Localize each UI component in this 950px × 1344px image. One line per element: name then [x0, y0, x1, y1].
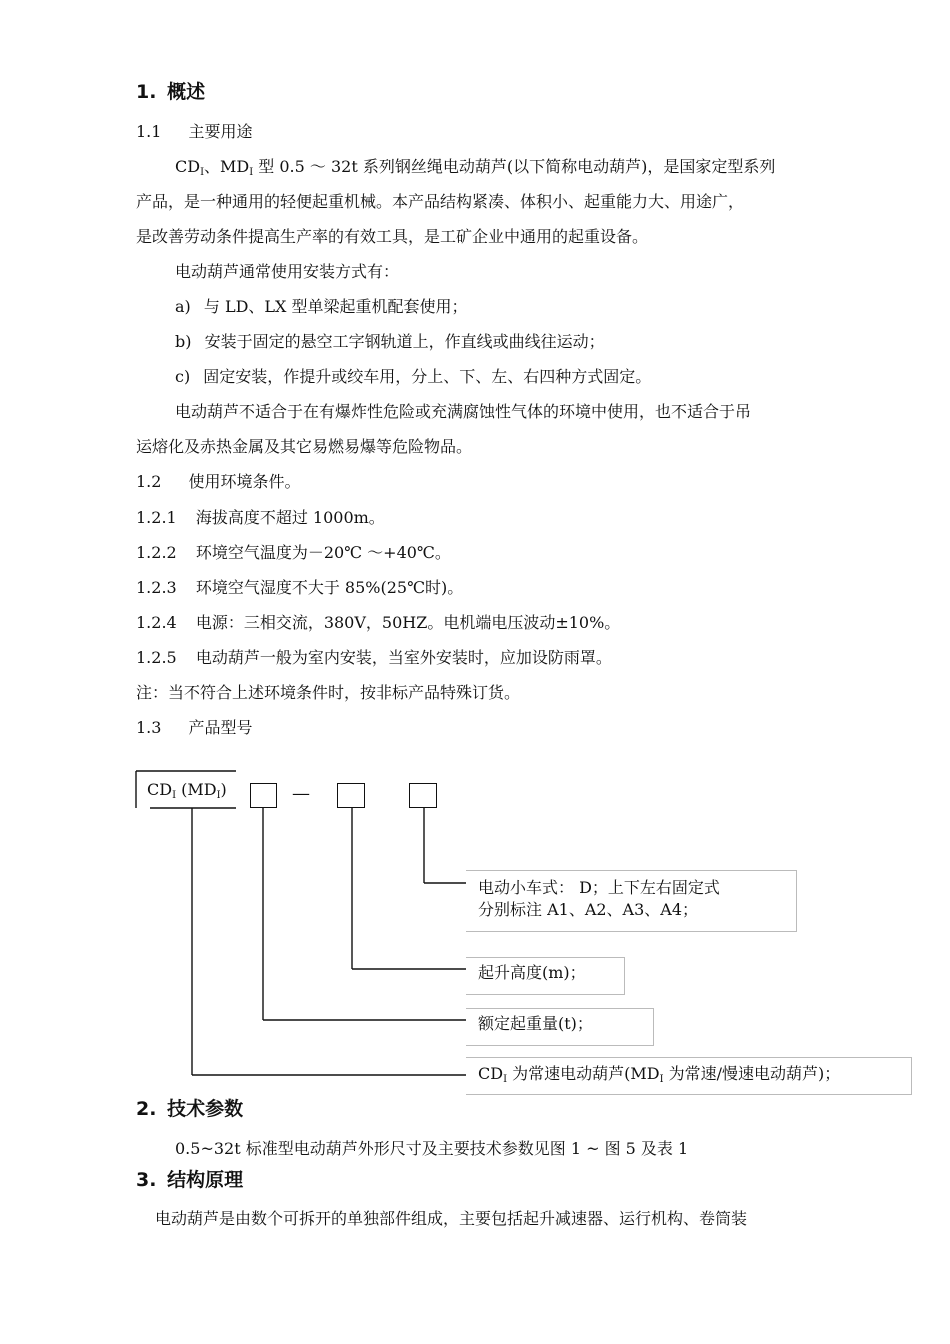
text: CD	[478, 1064, 504, 1083]
text: 、MD	[204, 157, 250, 176]
subscript: I	[249, 167, 254, 178]
note: 注：当不符合上述环境条件时，按非标产品特殊订货。	[136, 683, 521, 702]
paragraph-3-line-1: 电动葫芦不适合于在有爆炸性危险或充满腐蚀性气体的环境中使用，也不适合于吊	[175, 402, 752, 421]
subsection-number: 1.1	[136, 122, 162, 141]
condition-text: 电动葫芦一般为室内安装，当室外安装时，应加设防雨罩。	[195, 648, 612, 667]
condition-number: 1.2.3	[136, 578, 177, 597]
trolley-box	[409, 783, 437, 808]
subscript: I	[216, 790, 221, 801]
section-title: 概述	[167, 81, 206, 103]
condition-text: 电源：三相交流，380V，50HZ。电机端电压波动±10%。	[195, 613, 621, 632]
capacity-box	[250, 783, 277, 808]
section-2-text: 0.5~32t 标准型电动葫芦外形尺寸及主要技术参数见图 1 ~ 图 5 及表 1	[175, 1139, 689, 1158]
section-number: 2.	[136, 1098, 157, 1120]
label-type	[466, 1057, 912, 1095]
condition-number: 1.2.4	[136, 613, 177, 632]
list-marker: b)	[175, 332, 192, 351]
text: CD	[147, 780, 173, 799]
text: 型 0.5 ～ 32t 系列钢丝绳电动葫芦(以下简称电动葫芦)，是国家定型系列	[253, 157, 776, 176]
condition-number: 1.2.5	[136, 648, 177, 667]
subsection-number: 1.2	[136, 472, 162, 491]
label-trolley	[466, 870, 797, 932]
section-title: 结构原理	[167, 1169, 244, 1191]
section-title: 技术参数	[167, 1098, 244, 1120]
label-text: 起升高度(m)；	[478, 963, 586, 982]
model-dash: —	[292, 783, 310, 804]
text: 为常速电动葫芦(MD	[507, 1064, 660, 1083]
condition-number: 1.2.2	[136, 543, 177, 562]
subsection-number: 1.3	[136, 718, 162, 737]
subsection-title: 产品型号	[188, 718, 253, 737]
subscript: I	[503, 1074, 508, 1085]
condition-text: 环境空气湿度不大于 85%(25℃时)。	[195, 578, 464, 597]
subscript: I	[659, 1074, 664, 1085]
label-height	[466, 957, 625, 995]
section-3-heading	[136, 1168, 243, 1192]
height-box	[337, 783, 365, 808]
text: )	[220, 780, 227, 799]
label-line: 分别标注 A1、A2、A3、A4；	[478, 900, 699, 919]
subscript: I	[172, 790, 177, 801]
subsection-title: 使用环境条件。	[188, 472, 301, 491]
list-text: 与 LD、LX 型单梁起重机配套使用；	[203, 297, 468, 316]
model-prefix	[147, 780, 227, 806]
text: (MD	[176, 780, 217, 799]
paragraph-2: 电动葫芦通常使用安装方式有：	[175, 262, 400, 281]
paragraph-1-line-3: 是改善劳动条件提高生产率的有效工具，是工矿企业中通用的起重设备。	[136, 227, 649, 246]
section-3-text: 电动葫芦是由数个可拆开的单独部件组成，主要包括起升减速器、运行机构、卷筒装	[155, 1209, 748, 1228]
label-text: 额定起重量(t)；	[478, 1014, 593, 1033]
subsection-title: 主要用途	[188, 122, 253, 141]
label-capacity	[466, 1008, 654, 1046]
section-number: 1.	[136, 81, 157, 103]
text: CD	[175, 157, 201, 176]
paragraph-3-line-2: 运熔化及赤热金属及其它易燃易爆等危险物品。	[136, 437, 473, 456]
paragraph-1-line-2: 产品，是一种通用的轻便起重机械。本产品结构紧凑、体积小、起重能力大、用途广，	[136, 192, 745, 211]
list-text: 安装于固定的悬空工字钢轨道上，作直线或曲线往运动；	[204, 332, 605, 351]
condition-number: 1.2.1	[136, 508, 177, 527]
list-text: 固定安装，作提升或绞车用，分上、下、左、右四种方式固定。	[203, 367, 652, 386]
list-marker: c)	[175, 367, 191, 386]
condition-text: 环境空气温度为－20℃ ～+40℃。	[195, 543, 451, 562]
label-line: 电动小车式： D；上下左右固定式	[478, 878, 720, 897]
section-2-heading	[136, 1097, 243, 1121]
text: 为常速/慢速电动葫芦)；	[663, 1064, 841, 1083]
list-marker: a)	[175, 297, 191, 316]
condition-text: 海拔高度不超过 1000m。	[195, 508, 385, 527]
subscript: I	[200, 167, 205, 178]
section-number: 3.	[136, 1169, 157, 1191]
